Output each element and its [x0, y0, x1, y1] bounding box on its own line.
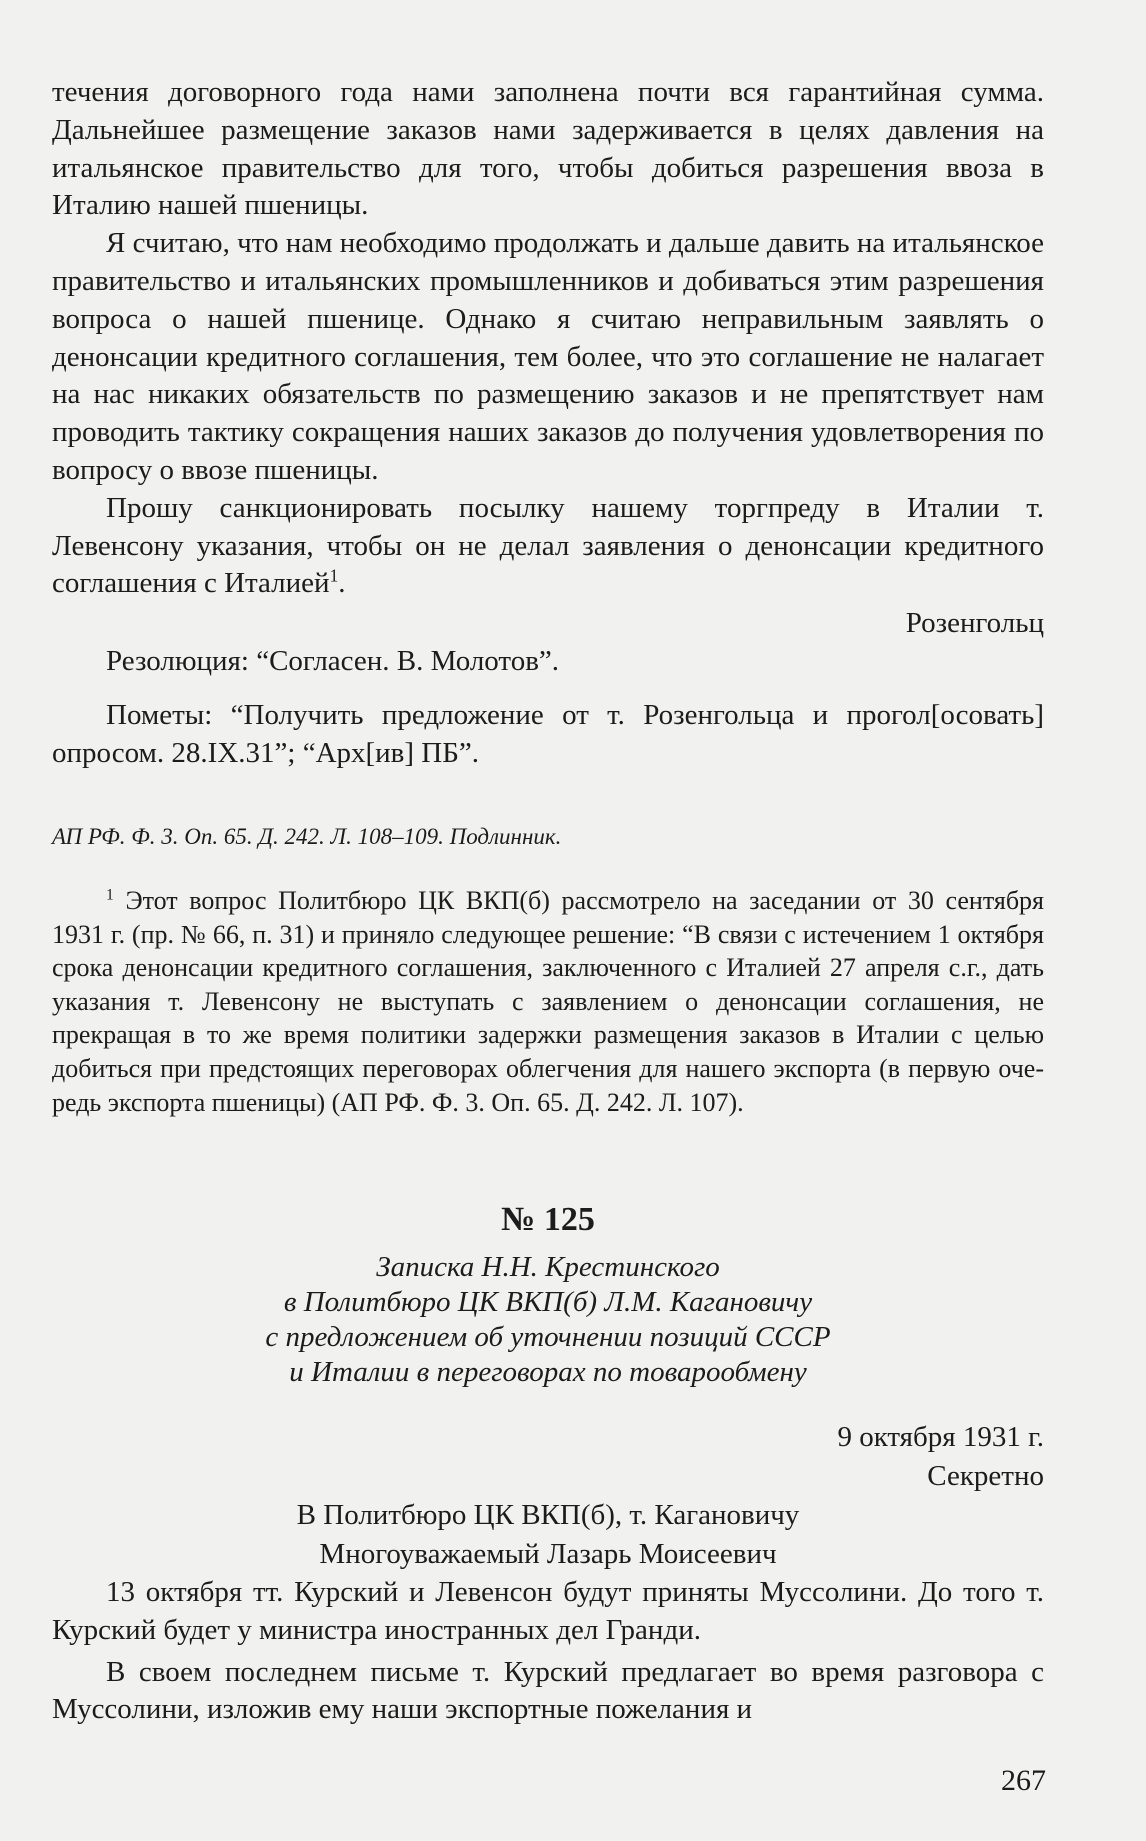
addressee: В Политбюро ЦК ВКП(б), т. Кагановичу — [296, 1499, 800, 1531]
classification-stamp: Секретно — [927, 1460, 1044, 1492]
footnote-text — [52, 884, 1044, 1119]
source-citation: АП РФ. Ф. 3. Оп. 65. Д. 242. Л. 108–109. Подлинник. — [52, 824, 562, 849]
salutation: Многоуважаемый Лазарь Моисеевич — [319, 1538, 777, 1570]
body-paragraph-2: В своем последнем письме т. Курский предлагает во время разговора с Муссолини, изложив ему наши экспортные пожелания и — [52, 1655, 1044, 1726]
signature: Розенгольц — [905, 607, 1044, 640]
footnote-body: Этот вопрос Политбюро ЦК ВКП(б) рассмотрело на заседании от 30 сентября 1931 г. (пр. № 66, п. 31) и приняло следующее решение: “В связи с истечением 1 октября срока денонсации кредитного соглашения, заключенного с Италией 27 апреля с.г., дать указания т. Левенсону не выступать с заявлением о денонсации соглашения, не прекращая в то же время политики задержки размещения заказов в Италии с целью добиться при предстоящих переговорах облегчения для нашего экспорта (в первую очередь экспорта пшеницы) (АП РФ. Ф. 3. Оп. 65. Д. 242. Л. 107). — [52, 886, 1045, 1117]
paragraph-1: течения договорного года нами заполнена почти вся гарантийная сумма. Дальнейшее размещение заказов нами задерживается в целях давления на итальянское правительство для того, чтобы добиться разрешения ввоза в Италию нашей пшеницы. — [52, 76, 1044, 222]
body-paragraph-1: 13 октября тт. Курский и Левенсон будут приняты Муссолини. До того т. Курский будет у министра иностранных дел Гранди. — [52, 1576, 1044, 1646]
document-body — [52, 1418, 1044, 1729]
paragraph-3 — [52, 490, 1044, 603]
document-title — [52, 1250, 1044, 1390]
footnote-block — [52, 884, 1044, 1119]
continued-letter — [52, 74, 1044, 772]
footnote-number: 1 — [106, 886, 114, 904]
title-line: и Италии в переговорах по товарообмену — [289, 1356, 807, 1388]
document-header — [52, 1200, 1044, 1390]
archive-source — [52, 822, 1044, 852]
page-number: 267 — [1001, 1764, 1046, 1797]
title-line: с предложением об уточнении позиций СССР — [265, 1321, 831, 1353]
document-date: 9 октября 1931 г. — [837, 1421, 1044, 1453]
marks: Пометы: “Получить предложение от т. Розенгольца и прогол[осовать] опросом. 28.IX.31”; “Арх[ив] ПБ”. — [52, 698, 1044, 769]
document-number: № 125 — [501, 1201, 595, 1238]
paragraph-3-period: . — [338, 567, 346, 600]
resolution: Резолюция: “Согласен. В. Молотов”. — [106, 644, 560, 677]
footnote-marker: 1 — [329, 565, 339, 586]
paragraph-3-text: Прошу санкционировать посылку нашему торгпреду в Италии т. Левенсону указания, чтобы он не делал заявления о денонсации кредитного соглашения с Италией — [52, 491, 1044, 600]
title-line: в Политбюро ЦК ВКП(б) Л.М. Кагановичу — [283, 1286, 813, 1318]
paragraph-2: Я считаю, что нам необходимо продолжать и дальше давить на итальянское правительство и итальянских промышленников и добиваться этим разрешения вопроса о нашей пшенице. Однако я считаю неправильным заявлять о денонсации кредитного соглашения, тем более, что это соглашение не налагает на нас никаких обязательств по размещению заказов и не препятствует нам проводить тактику сокращения наших заказов до получения удовлетворения по вопросу о ввозе пшеницы. — [52, 227, 1044, 486]
title-line: Записка Н.Н. Крестинского — [376, 1251, 720, 1283]
